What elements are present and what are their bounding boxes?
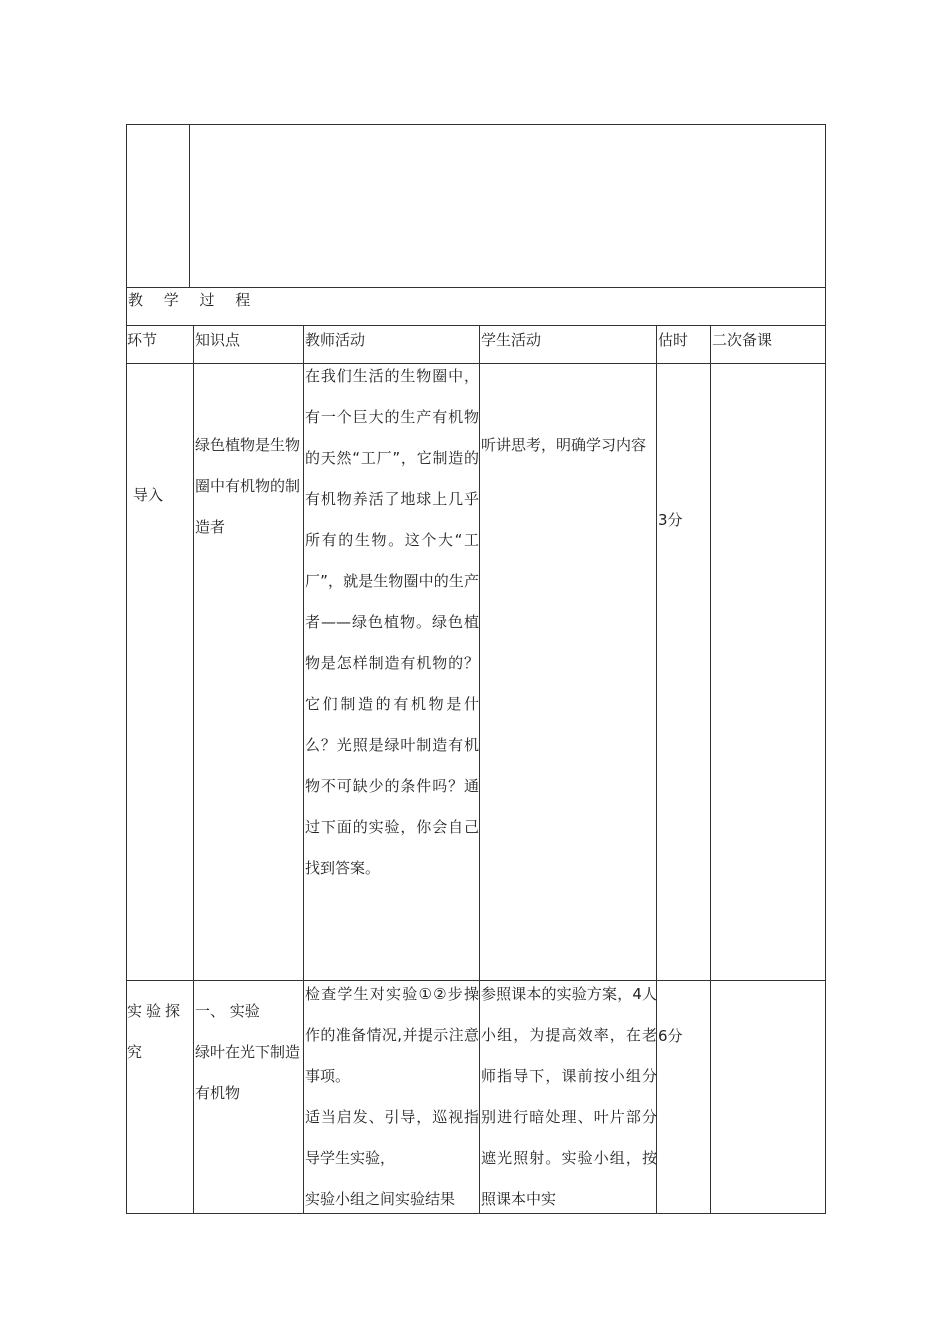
section-title: 教 学 过 程 (128, 291, 259, 309)
row2-teacher-p3: 实验小组之间实验结果 (305, 1190, 456, 1208)
row1-teacher: 在我们生活的生物圈中，有一个巨大的生产有机物的天然“工厂”，它制造的有机物养活了地球上几乎所有的生物。这个大“工厂”，就是生物圈中的生产者——绿色植物。绿色植物是怎样制造有机物的？它们制造的有机物是什么？光照是绿叶制造有机物不可缺少的条件吗？通过下面的实验，你会自己找到答案。 (305, 367, 479, 877)
row2-stage: 实验探究 (127, 1002, 185, 1061)
col-divider (479, 325, 480, 1214)
col-divider (189, 124, 190, 287)
col-divider (710, 325, 711, 1214)
header-student: 学生活动 (481, 331, 542, 349)
header-stage: 环节 (127, 331, 158, 349)
col-divider (303, 325, 304, 1214)
row2-student: 参照课本的实验方案，4人小组，为提高效率，在老师指导下，课前按小组分别进行暗处理、叶片部分遮光照射。实验小组，按照课本中实 (481, 985, 657, 1208)
row2-knowledge-line1: 一、 实验 (195, 1002, 260, 1020)
col-divider (193, 325, 194, 1214)
row2-knowledge-line2: 绿叶在光下制造有机物 (195, 1043, 301, 1102)
header-knowledge: 知识点 (195, 331, 241, 349)
header-revision: 二次备课 (712, 331, 773, 349)
row-divider (126, 325, 826, 326)
row1-student: 听讲思考，明确学习内容 (481, 436, 647, 454)
row1-stage: 导入 (133, 486, 164, 504)
row2-knowledge (195, 991, 303, 1114)
row2-teacher (305, 974, 479, 1220)
row2-teacher-p2: 适当启发、引导，巡视指导学生实验， (305, 1108, 479, 1167)
row2-time: 6分 (658, 1027, 683, 1045)
row2-teacher-p1: 检查学生对实验①②步操作的准备情况,并提示注意事项。 (305, 985, 479, 1085)
header-teacher: 教师活动 (305, 331, 366, 349)
header-time: 估时 (658, 331, 689, 349)
row-divider (126, 287, 826, 288)
row1-time: 3分 (658, 511, 683, 529)
row1-knowledge: 绿色植物是生物圈中有机物的制造者 (195, 436, 301, 536)
